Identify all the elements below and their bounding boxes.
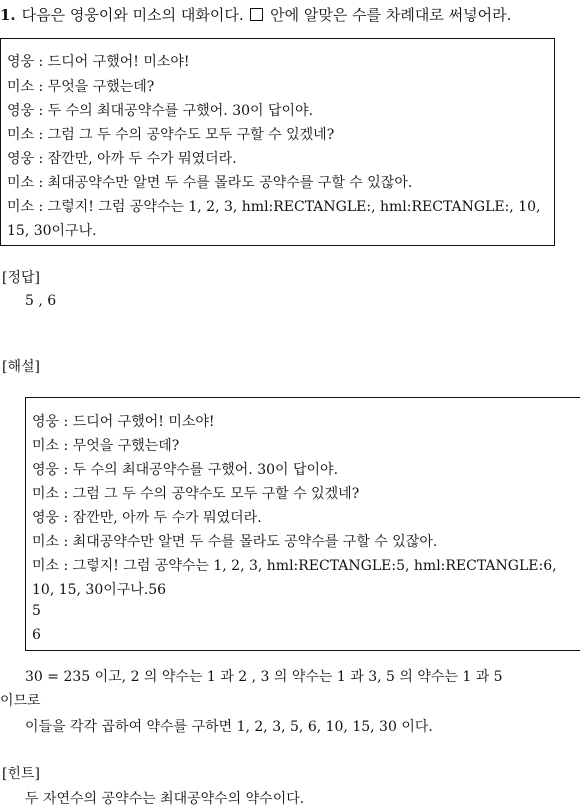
explanation-line: 미소 : 그렇지! 그럼 공약수는 1, 2, 3, hml:RECTANGLE:5, hml:RECTANGLE:6, <box>32 558 557 574</box>
explanation-body-line: 이므로 <box>0 693 41 709</box>
hint-text: 두 자연수의 공약수는 최대공약수의 약수이다. <box>25 791 305 807</box>
explanation-line: 미소 : 그럼 그 두 수의 공약수도 모두 구할 수 있겠네? <box>32 486 360 502</box>
question-text-before: 다음은 영웅이와 미소의 대화이다. <box>21 6 244 24</box>
explanation-body-line: 이들을 각각 곱하여 약수를 구하면 1, 2, 3, 5, 6, 10, 15, 30 이다. <box>25 719 433 735</box>
explanation-body-line: 30 = 235 이고, 2 의 약수는 1 과 2 , 3 의 약수는 1 과 3, 5 의 약수는 1 과 5 <box>25 669 503 685</box>
explanation-line: 6 <box>32 627 41 643</box>
explanation-box <box>25 397 580 651</box>
dialogue-line: 미소 : 그럼 그 두 수의 공약수도 모두 구할 수 있겠네? <box>7 127 335 143</box>
dialogue-line: 미소 : 최대공약수만 알면 두 수를 몰라도 공약수를 구할 수 있잖아. <box>7 175 413 191</box>
explanation-line: 영웅 : 잠깐만, 아까 두 수가 뭐였더라. <box>32 510 262 526</box>
dialogue-line: 15, 30이구나. <box>7 223 97 239</box>
answer-value: 5 , 6 <box>25 293 57 309</box>
explanation-line: 5 <box>32 603 41 619</box>
dialogue-line: 미소 : 그렇지! 그럼 공약수는 1, 2, 3, hml:RECTANGLE:, hml:RECTANGLE:, 10, <box>7 199 541 215</box>
question-number: 1. <box>0 6 16 24</box>
dialogue-line: 영웅 : 두 수의 최대공약수를 구했어. 30이 답이야. <box>7 103 314 119</box>
explanation-line: 영웅 : 드디어 구했어! 미소야! <box>32 414 215 430</box>
hint-heading: [힌트] <box>2 766 40 782</box>
dialogue-line: 영웅 : 잠깐만, 아까 두 수가 뭐였더라. <box>7 151 237 167</box>
answer-heading: [정답] <box>2 270 40 286</box>
dialogue-line: 영웅 : 드디어 구했어! 미소야! <box>7 54 190 70</box>
explanation-line: 미소 : 무엇을 구했는데? <box>32 438 180 454</box>
explanation-line: 미소 : 최대공약수만 알면 두 수를 몰라도 공약수를 구할 수 있잖아. <box>32 534 438 550</box>
dialogue-line: 미소 : 무엇을 구했는데? <box>7 79 155 95</box>
dialogue-box <box>0 38 555 246</box>
explanation-line: 영웅 : 두 수의 최대공약수를 구했어. 30이 답이야. <box>32 462 339 478</box>
explanation-line: 10, 15, 30이구나.56 <box>32 582 167 598</box>
blank-square-icon <box>250 8 263 21</box>
question-text-after: 안에 알맞은 수를 차례대로 써넣어라. <box>270 6 512 24</box>
explanation-heading: [해설] <box>2 359 40 375</box>
question-line <box>0 4 511 25</box>
